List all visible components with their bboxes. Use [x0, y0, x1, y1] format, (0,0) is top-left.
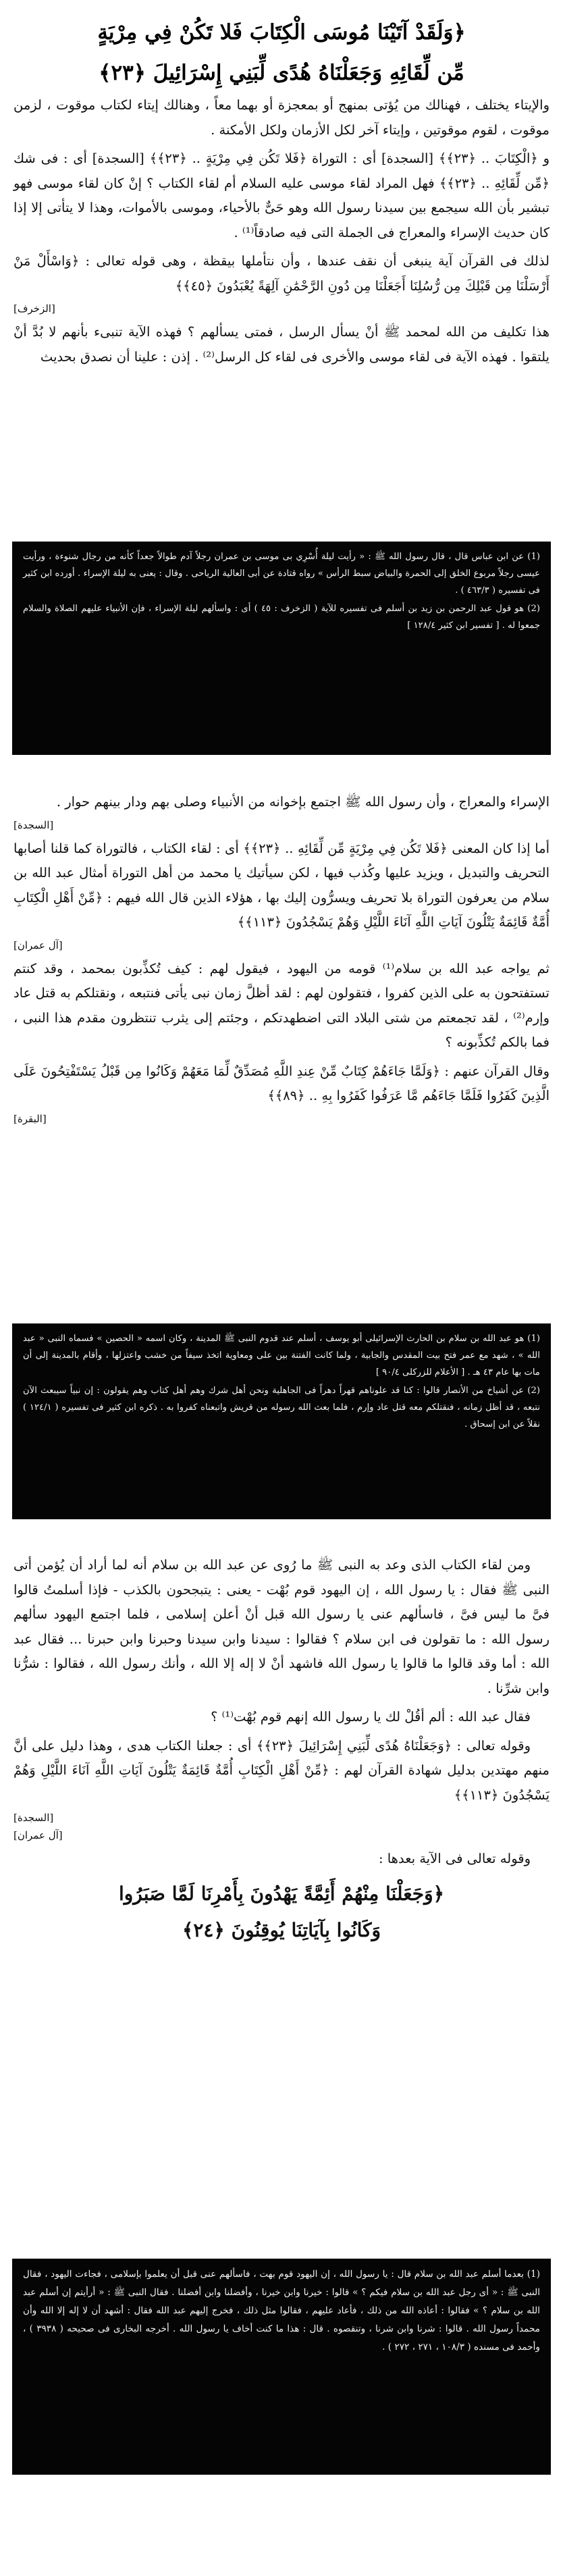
page2-body: [14, 790, 549, 1130]
verse-line: ﴿وَجَعَلْنَا مِنْهُمْ أَئِمَّةً يَهْدُونَ بِأَمْرِنَا لَمَّا صَبَرُوا: [118, 1882, 445, 1905]
page1-verse-heading: [14, 12, 549, 93]
page3-verse: [14, 1876, 549, 1949]
paragraph: لذلك فى القرآن آية ينبغى أن نقف عندها ، وأن نتأملها بيقظة ، وهى قوله تعالى : ﴿وَاسْأَلْ مَنْ أَرْسَلْنَا مِن قَبْلِكَ مِن رُّسُلِنَا أَجَعَلْنَا مِن دُونِ الرَّحْمَٰنِ آلِهَةً يُعْبَدُونَ ﴿٤٥﴾﴾: [14, 253, 549, 294]
paragraph: هذا تكليف من الله لمحمد ﷺ أنْ يسأل الرسل ، فمتى يسألهم ؟ فهذه الآية تنبىء بأنهم لا بُدَّ أنْ يلتقوا . فهذه الآية فى لقاء موسى والأخرى فى لقاء كل الرسل⁽²⁾ . إذن : علينا أن نصدق بحديث: [14, 324, 549, 365]
sura-reference: [الزخرف]: [14, 303, 55, 315]
footnote: (1) هو عبد الله بن سلام بن الحارث الإسرائيلى أبو يوسف ، أسلم عند قدوم النبى ﷺ المدينة ، وكان اسمه « الحصين » فسماه النبى « عبد الله » ، شهد مع عمر فتح بيت المقدس والجابية ، ولما كانت الفتنة بين على ومعاوية اتخذ سيفاً من خشب واعتزلها ، وأقام بالمدينة إلى أن مات بها عام ٤٣ هـ . [ الأعلام للزركلى ٩٠/٤ ]: [23, 1334, 540, 1377]
verse-line: مِّن لِّقَائِهِ وَجَعَلْنَاهُ هُدًى لِّبَنِي إِسْرَائِيلَ ﴿٢٣﴾: [99, 61, 464, 85]
paragraph: فقال عبد الله : ألم أقُلْ لك يا رسول الله إنهم قوم بُهْت⁽¹⁾ ؟: [211, 1709, 531, 1725]
page3-body: [14, 1553, 549, 1953]
verse-line: ﴿وَلَقَدْ آتَيْنَا مُوسَى الْكِتَابَ فَلا تَكُنْ فِي مِرْيَةٍ: [97, 20, 466, 45]
sura-reference: [السجدة]: [14, 1812, 54, 1824]
sura-reference: [آل عمران]: [14, 1829, 63, 1841]
paragraph: و ﴿الْكِتَابَ .. ﴿٢٣﴾﴾ [السجدة] أى : التوراة ﴿فَلا تَكُن فِي مِرْيَةٍ .. ﴿٢٣﴾﴾ [السجدة] أى : فى شك ﴿مِّن لِّقَائِهِ .. ﴿٢٣﴾﴾ فهل المراد لقاء موسى عليه السلام أم لقاء الكتاب ؟ إنْ كان لقاء موسى فهو تبشير بأن الله سيجمع بين سيدنا رسول الله وهو حَىٌّ بالأحياء، وموسى بالأموات، وهذا لا يتأتى إلا إذا كان حديث الإسراء والمعراج فى الجملة التى فيه صادقاً⁽¹⁾ .: [14, 151, 549, 240]
verse-line: وَكَانُوا بِآيَاتِنَا يُوقِنُونَ ﴿٢٤﴾: [182, 1918, 381, 1941]
paragraph: الإسراء والمعراج ، وأن رسول الله ﷺ اجتمع بإخوانه من الأنبياء وصلى بهم ودار بينهم حوار .: [56, 794, 549, 810]
footnote: (1) بعدما أسلم عبد الله بن سلام قال : يا رسول الله ، إن اليهود قوم بهت ، فاسألهم عنى قبل أن يعلموا بإسلامى ، فجاءت اليهود ، فقال النبى ﷺ : « أى رجل عبد الله بن سلام فيكم ؟ » قالوا : خيرنا وابن خيرنا ، وأفضلنا وابن أفضلنا . فقال النبى ﷺ : « أرأيتم إن أسلم عبد الله بن سلام ؟ » فقالوا : أعاذه الله من ذلك ، فأعاد عليهم ، فقالوا مثل ذلك ، فخرج إليهم عبد الله فقال : أشهد أن لا إله إلا الله وأن محمداً رسول الله . قالوا : شرنا وابن شرنا ، وتنقصوه . قال : هذا ما كنت أخاف يا رسول الله . أخرجه البخارى فى صحيحه ( ٣٩٣٨ ) ، وأحمد فى مسنده ( ١٠٨/٣ ، ٢٧١ ، ٢٧٢ ) .: [23, 2269, 540, 2352]
page2-footnotes: [12, 1323, 551, 1519]
paragraph: ومن لقاء الكتاب الذى وعد به النبى ﷺ ما رُوى عن عبد الله بن سلام أنه لما أراد أن يُؤمن أتى النبى ﷺ فقال : يا رسول الله ، إن اليهود قوم بُهْت - يعنى : يتبجحون بالكذب - فإذا أسلمتُ قالوا فىَّ ما ليس فىَّ ، فاسألهم عنى يا رسول الله قبل أنْ أعلن إسلامى ، فلما اجتمع اليهود سألهم رسول الله : ما تقولون فى ابن سلام ؟ فقالوا : سيدنا وابن سيدنا وحبرنا وابن حبرنا ... فقال عبد الله : أما وقد قالوا ما قالوا يا رسول الله فاشهد أنْ لا إله إلا الله ، وأنك رسول الله ، فقالوا : شرُّنا وابن شرِّنا .: [14, 1557, 549, 1696]
paragraph: أما إذا كان المعنى ﴿فَلا تَكُن فِي مِرْيَةٍ مِّن لِّقَائِهِ .. ﴿٢٣﴾﴾ أى : لقاء الكتاب ، فالتوراة كما قلنا أصابها التحريف والتبديل ، ويزيد عليها وكُذب فيها ، لكن سيأتيك يا محمد من أهل التوراة أمثال عبد الله بن سلام من يعرفون التوراة بلا تحريف ويسرُّون إليك بها ، هؤلاء الذين قال الله فيهم : ﴿مِّنْ أَهْلِ الْكِتَابِ أُمَّةٌ قَائِمَةٌ يَتْلُونَ آيَاتِ اللَّهِ آنَاءَ اللَّيْلِ وَهُمْ يَسْجُدُونَ ﴿١١٣﴾﴾: [14, 840, 550, 930]
footnote: (1) عن ابن عباس قال ، قال رسول الله ﷺ : « رأيت ليلة أُسْرِي بى موسى بن عمران رجلاً آدم طوالاً جعداً كأنه من رجال شنوءة ، ورأيت عيسى رجلاً مربوع الخلق إلى الحمرة والبياض سبط الرأس » رواه قتادة عن أبى العالية الرياحى . وقال : يعنى به ليلة الإسراء . أورده ابن كثير فى تفسيره ( ٤٦٣/٣ ) .: [23, 552, 540, 596]
paragraph: وقال القرآن عنهم : ﴿وَلَمَّا جَاءَهُمْ كِتَابٌ مِّنْ عِندِ اللَّهِ مُصَدِّقٌ لِّمَا مَعَهُمْ وَكَانُوا مِن قَبْلُ يَسْتَفْتِحُونَ عَلَى الَّذِينَ كَفَرُوا فَلَمَّا جَاءَهُم مَّا عَرَفُوا كَفَرُوا بِهِ .. ﴿٨٩﴾﴾: [14, 1063, 549, 1103]
paragraph: وقوله تعالى : ﴿وَجَعَلْنَاهُ هُدًى لِّبَنِي إِسْرَائِيلَ ﴿٢٣﴾﴾ أى : جعلنا الكتاب هدى ، وهذا دليل على أنَّ منهم مهتدين بدليل شهادة القرآن لهم : ﴿مِّنْ أَهْلِ الْكِتَابِ أُمَّةٌ قَائِمَةٌ يَتْلُونَ آيَاتِ اللَّهِ آنَاءَ اللَّيْلِ وَهُمْ يَسْجُدُونَ ﴿١١٣﴾﴾: [14, 1737, 549, 1803]
page3-footnotes: [12, 2259, 551, 2475]
sura-reference: [آل عمران]: [14, 939, 63, 951]
paragraph: وقوله تعالى فى الآية بعدها :: [378, 1851, 531, 1866]
footnote: (2) هو قول عبد الرحمن بن زيد بن أسلم فى تفسيره للآية ( الزخرف : ٤٥ ) أى : واسألهم ليلة الإسراء ، فإن الأنبياء عليهم الصلاة والسلام جمعوا له . [ تفسير ابن كثير ١٢٨/٤ ]: [23, 604, 540, 631]
sura-reference: [السجدة]: [14, 818, 54, 831]
sura-reference: [البقرة]: [14, 1112, 47, 1125]
paragraph: ثم يواجه عبد الله بن سلام⁽¹⁾ قومه من اليهود ، فيقول لهم : كيف تُكذِّبون بمحمد ، وقد كنتم تستفتحون به على الذين كفروا ، فتقولون لهم : لقد أظلَّ زمان نبى يأتى فنتبعه ، ونقتلكم به قتل عاد وإرم⁽²⁾ ، لقد تجمعتم من شتى البلاد التى اضطهدتكم ، وجئتم إلى يثرب تنتظرون مقدم هذا النبى ، فما بالكم تُكذِّبونه ؟: [14, 960, 549, 1050]
footnote: (2) عن أشياخ من الأنصار قالوا : كنا قد علوناهم قهراً دهراً فى الجاهلية ونحن أهل شرك وهم أهل كتاب وهم يقولون : إن نبياً سيبعث الآن نتبعه ، قد أظل زمانه ، فنقتلكم معه قتل عاد وإرم ، فلما بعث الله رسوله من قريش واتبعناه كفروا به . ذكره ابن كثير فى تفسيره ( ١٢٤/١ ) نقلاً عن ابن إسحاق .: [23, 1386, 540, 1429]
page1-footnotes: [12, 542, 551, 755]
paragraph: والإيتاء يختلف ، فهنالك من يُؤتى بمنهج أو بمعجزة أو بهما معاً ، وهنالك إيتاء لكتاب موقوت ، لزمن موقوت ، لقوم موقوتين ، وإيتاء آخر لكل الأزمان ولكل الأمكنة .: [14, 97, 549, 138]
page1-body: [14, 12, 549, 373]
